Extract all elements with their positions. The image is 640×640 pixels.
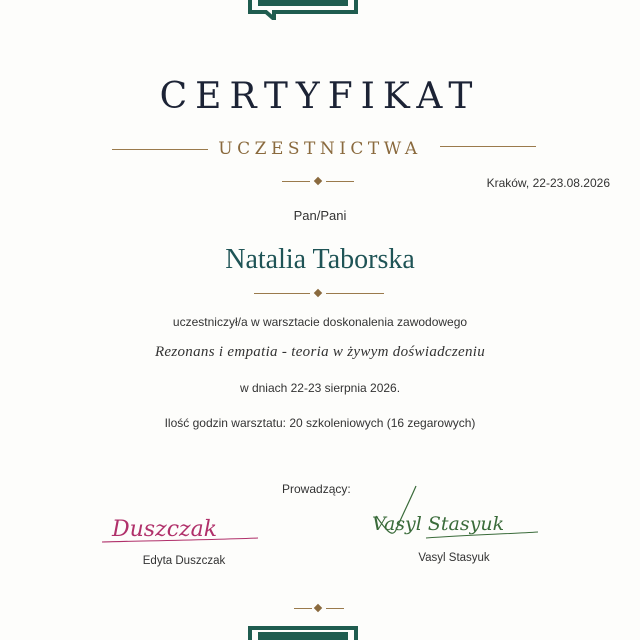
ornament-diamond-icon [314,604,322,612]
svg-text:Duszczak: Duszczak [112,517,218,542]
ornament-rule [294,608,312,609]
ornament-rule [326,181,354,182]
ornament-rule [326,293,384,294]
gestalt-logo-icon [244,0,362,20]
certificate-title: CERTYFIKAT [159,76,481,117]
dates-line: w dniach 22-23 sierpnia 2026. [239,381,401,395]
participant-name: Natalia Taborska [225,244,415,275]
ornament-rule [254,293,310,294]
workshop-title: Rezonans i empatia - teoria w żywym doświadczeniu [154,344,486,360]
gestalt-logo-bottom-icon [244,622,362,640]
ornament-rule [326,608,344,609]
leaders-label: Prowadzący: [282,482,351,496]
place-date: Kraków, 22-23.08.2026 [486,176,610,190]
ornament-diamond-icon [314,289,322,297]
certificate-subtitle: UCZESTNICTWA [218,139,422,159]
greeting: Pan/Pani [293,208,347,223]
signatory-right-name: Vasyl Stasyuk [418,552,490,564]
signature-vasyl-stasyuk [366,480,546,544]
subtitle-rule-right [440,146,536,147]
ornament-rule [282,181,310,182]
signature-edyta-duszczak [96,508,266,548]
svg-text:Vasyl Stasyuk: Vasyl Stasyuk [372,513,505,535]
hours-line: Ilość godzin warsztatu: 20 szkoleniowych (16 zegarowych) [164,416,476,430]
ornament-diamond-icon [314,177,322,185]
participation-line: uczestniczył/a w warsztacie doskonalenia zawodowego [172,315,468,329]
signatory-left-name: Edyta Duszczak [142,555,226,567]
